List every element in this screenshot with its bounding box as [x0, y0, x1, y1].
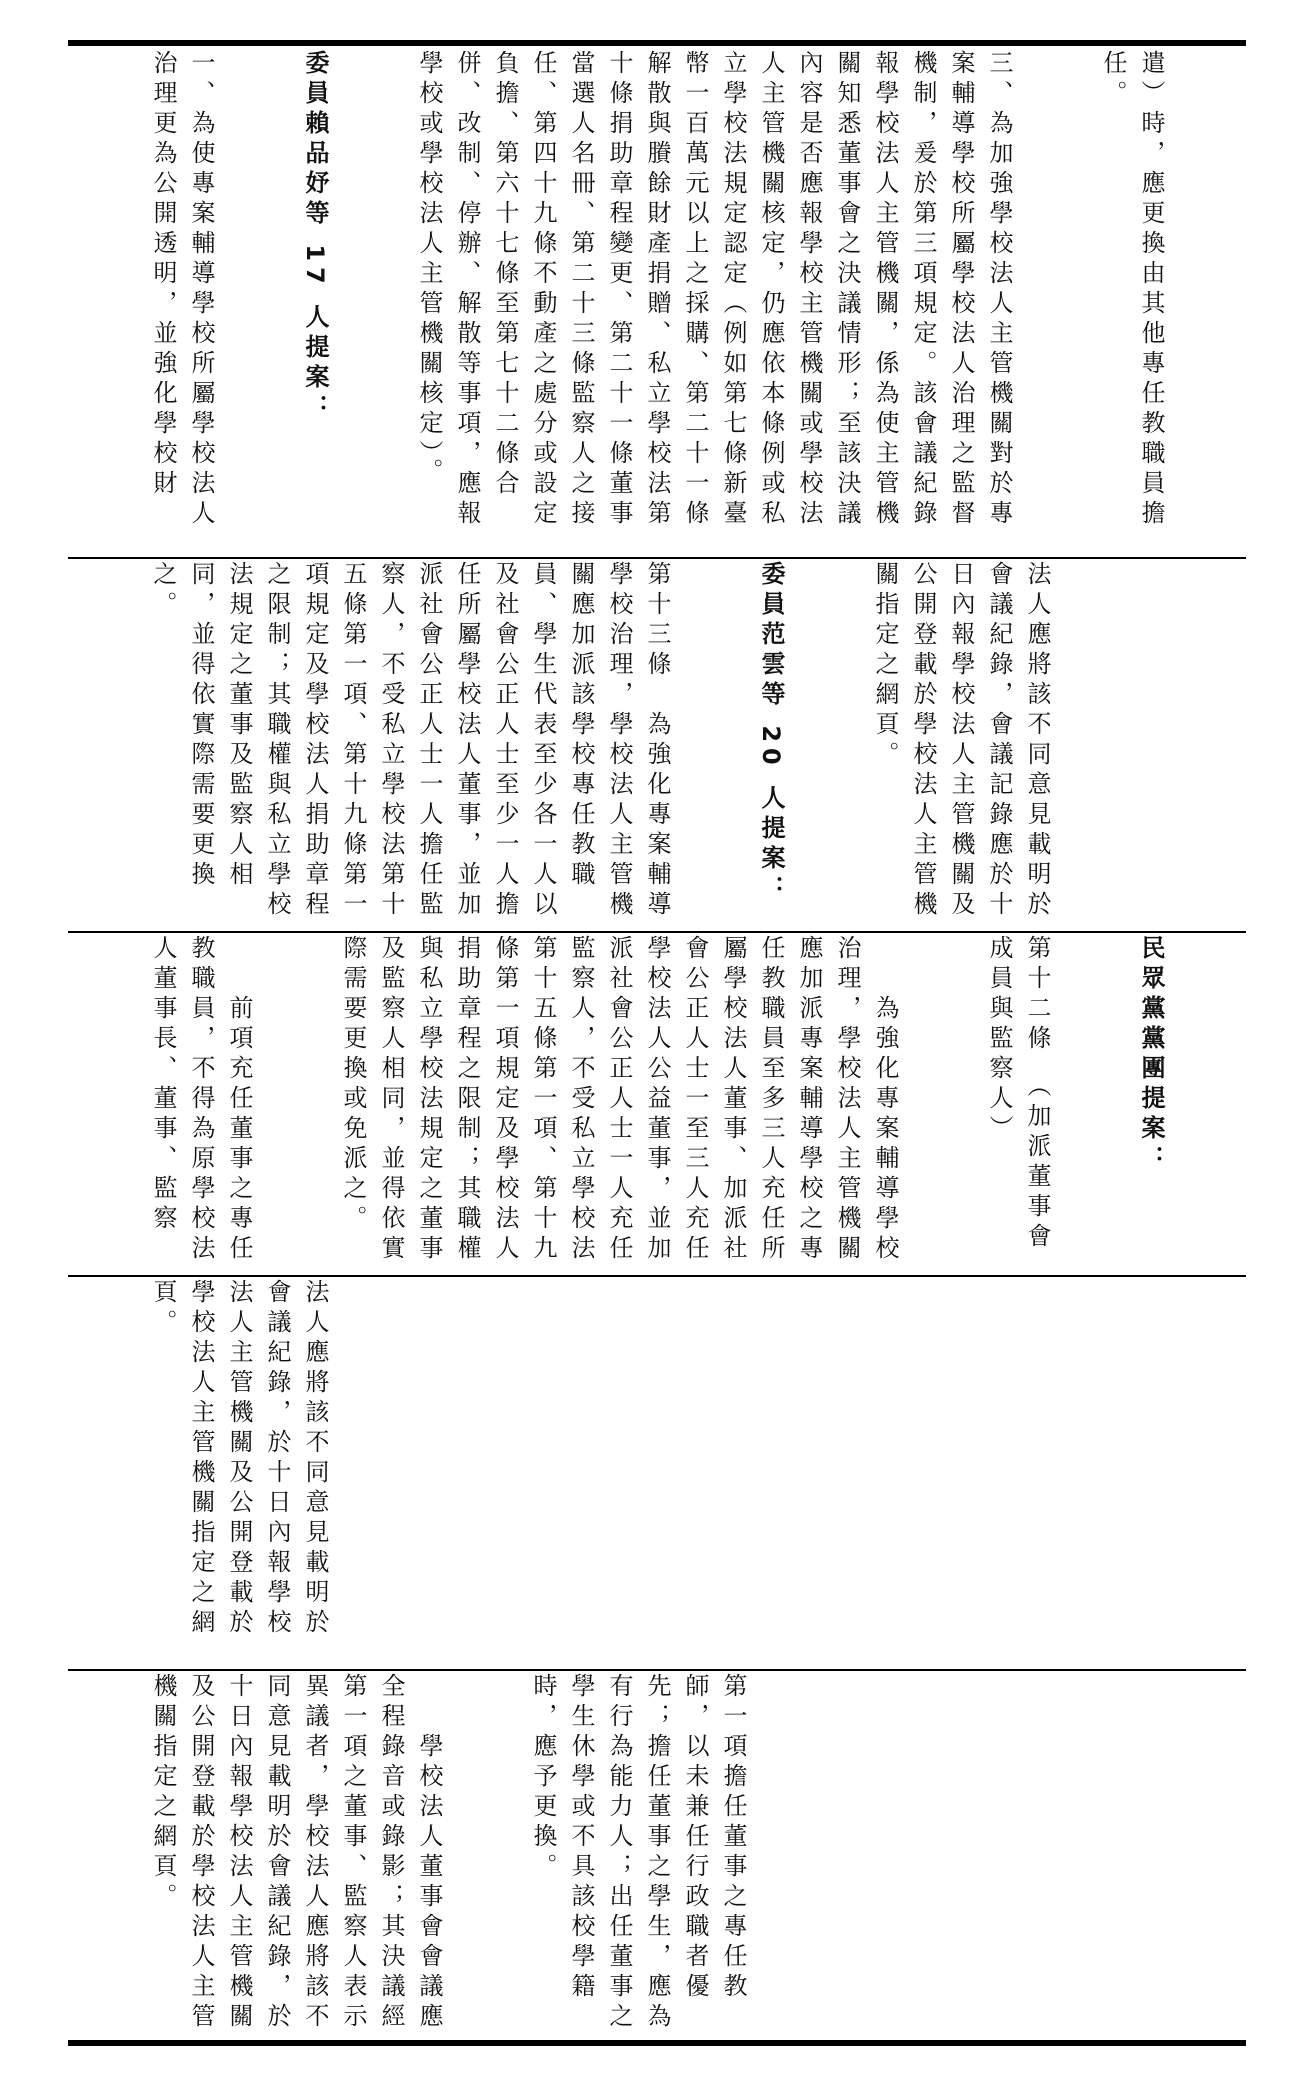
paragraph: 為強化專案輔導學校治理，學校法人主管機關應加派專案輔導學校之專任教職員至多三人充任所屬學校法人董事、加派社會公正人士一至三人充任學校法人公益董事，並加派社會公正人士一人充任監察人，不受私立學校法第十五條第一項、第十九條第一項規定及學校法人捐助章程之限制；其職權與私立學校法規定之董事及監察人相同，並得依實際需要更換或免派之。: [339, 935, 899, 1265]
section-heading: 民眾黨黨團提案：: [1137, 935, 1165, 1175]
paragraph: 遣）時，應更換由其他專任教職員擔任。: [1099, 50, 1165, 530]
cell-explanation-top: [68, 50, 1246, 555]
cell-divider: [68, 1669, 1246, 1671]
cell-divider: [68, 1275, 1246, 1277]
paragraph: 一、為使專案輔導學校所屬學校法人治理更為公開透明，並強化學校財: [149, 50, 215, 530]
section-heading: 委員賴品妤等 17 人提案：: [301, 50, 329, 425]
cell-divider: [68, 557, 1246, 559]
paragraph: 第十三條 為強化專案輔導學校治理，學校法人主管機關應加派該學校專任教職員、學生代表至少各一人以及社會公正人士至少一人擔任所屬學校法人董事，並加派社會公正人士一人擔任監察人，不受私立學校法第十五條第一項、第十九條第一項規定及學校法人捐助章程之限制；其職權與私立學校法規定之董事及監察人相同，並得依實際需要更換之。: [149, 561, 671, 921]
cell-fan-yun-proposal: [68, 561, 1246, 929]
cell-tpp-proposal: [68, 935, 1246, 1273]
paragraph: 學校法人董事會會議應全程錄音或錄影；其決議經第一項之董事、監察人表示異議者，學校法人應將該不同意見載明於會議紀錄，於十日內報學校法人主管機關及公開登載於學校法人主管機關指定之網頁。: [149, 1673, 443, 2033]
cell-divider: [68, 931, 1246, 933]
bottom-rule: [68, 2040, 1246, 2046]
section-heading: 委員范雲等 20 人提案：: [757, 561, 785, 906]
paragraph: 法人應將該不同意見載明於會議紀錄，會議記錄應於十日內報學校法人主管機關及公開登載於學校法人主管機關指定之網頁。: [871, 561, 1051, 921]
top-rule: [68, 40, 1246, 46]
paragraph: 法人應將該不同意見載明於會議紀錄，於十日內報學校法人主管機關及公開登載於學校法人主管機關指定之網頁。: [149, 1279, 329, 1639]
cell-current-text: [68, 1673, 1246, 2035]
paragraph: 前項充任董事之專任教職員，不得為原學校法人董事長、董事、監察: [149, 935, 253, 1265]
paragraph: 第一項擔任董事之專任教師，以未兼任行政職者優先；擔任董事之學生，應為有行為能力人；出任董事之學生休學或不具該校學籍時，應予更換。: [529, 1673, 747, 2033]
paragraph: 三、為加強學校法人主管機關對於專案輔導學校所屬學校法人治理之監督機制，爰於第三項規定。該會議紀錄報學校法人主管機關，係為使主管機關知悉董事會之決議情形；至該決議內容是否應報學校主管機關或學校法人主管機關核定，仍應依本條例或私立學校法規定認定（例如第七條新臺幣一百萬元以上之採購、第二十一條解散與賸餘財產捐贈、私立學校法第十條捐助章程變更、第二十一條董事當選人名冊、第二十三條監察人之接任、第四十九條不動產之處分或設定負擔、第六十七條至第七十二條合併、改制、停辦、解散等事項，應報學校或學校法人主管機關核定）。: [415, 50, 1013, 530]
paragraph: 第十二條 （加派董事會成員與監察人）: [985, 935, 1051, 1253]
cell-continuation: [68, 1279, 1246, 1667]
